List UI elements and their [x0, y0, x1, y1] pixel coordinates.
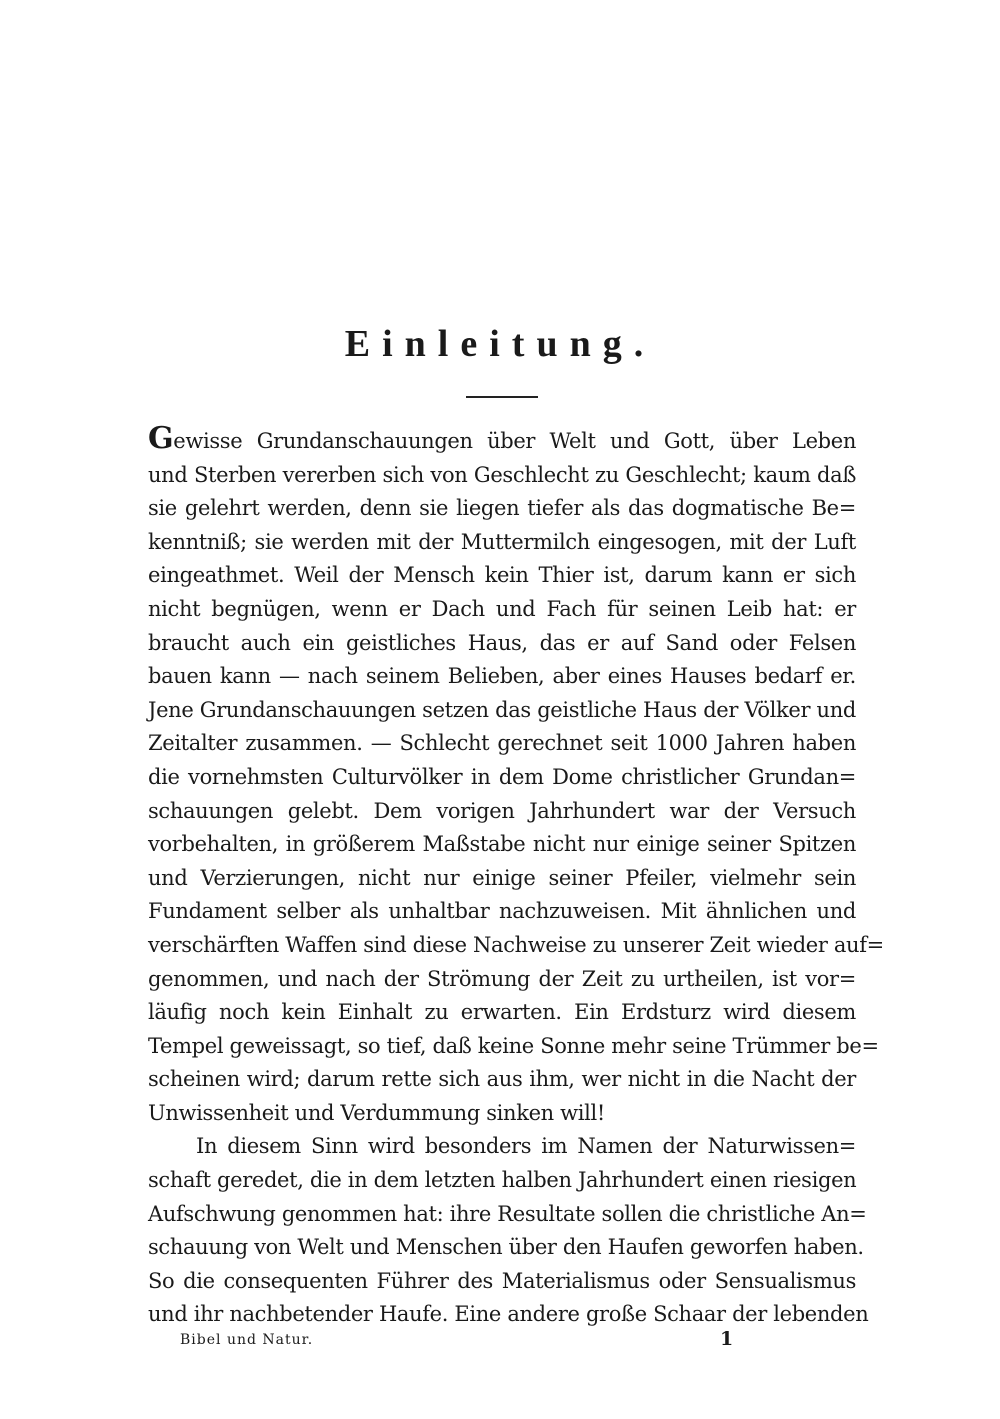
text-line: bauen kann — nach seinem Belieben, aber eines Hauses bedarf er.	[148, 664, 856, 689]
text-line: Jene Grundanschauungen setzen das geistliche Haus der Völker und	[148, 697, 856, 722]
text-line: schauungen gelebt. Dem vorigen Jahrhundert war der Versuch	[148, 798, 856, 823]
text-line: sie gelehrt werden, denn sie liegen tiefer als das dogmatische Be=	[148, 496, 856, 521]
chapter-title: Einleitung.	[344, 323, 656, 365]
body-text	[148, 421, 884, 1332]
text-line: vorbehalten, in größerem Maßstabe nicht nur einige seiner Spitzen	[148, 832, 856, 857]
text-line: Fundament selber als unhaltbar nachzuweisen. Mit ähnlichen und	[148, 899, 856, 924]
text-line: kenntniß; sie werden mit der Muttermilch eingesogen, mit der Luft	[148, 529, 856, 554]
text-line: braucht auch ein geistliches Haus, das er auf Sand oder Felsen	[148, 630, 856, 655]
drop-cap: G	[148, 421, 174, 456]
text-line: Unwissenheit und Verdummung sinken will!	[148, 1100, 605, 1125]
text-line: Tempel geweissagt, so tief, daß keine Sonne mehr seine Trümmer be=	[148, 1033, 879, 1058]
text-line: genommen, und nach der Strömung der Zeit zu urtheilen, ist vor=	[148, 966, 856, 991]
text-line: schauung von Welt und Menschen über den Haufen geworfen haben.	[148, 1235, 864, 1260]
text-line: In diesem Sinn wird besonders im Namen der Naturwissen=	[196, 1134, 856, 1159]
text-line: und ihr nachbetender Haufe. Eine andere große Schaar der lebenden	[148, 1302, 869, 1327]
text-line: und Verzierungen, nicht nur einige seiner Pfeiler, vielmehr sein	[148, 865, 856, 890]
text-line: Zeitalter zusammen. — Schlecht gerechnet seit 1000 Jahren haben	[148, 731, 856, 756]
text-line: Aufschwung genommen hat: ihre Resultate sollen die christliche An=	[148, 1201, 867, 1226]
text-line: läufig noch kein Einhalt zu erwarten. Ein Erdsturz wird diesem	[148, 1000, 856, 1025]
text-line: und Sterben vererben sich von Geschlecht zu Geschlecht; kaum daß	[148, 462, 856, 487]
text-line: scheinen wird; darum rette sich aus ihm, wer nicht in die Nacht der	[148, 1067, 856, 1092]
text-line: schaft geredet, die in dem letzten halben Jahrhundert einen riesigen	[148, 1168, 857, 1193]
text-line: verschärften Waffen sind diese Nachweise zu unserer Zeit wieder auf=	[148, 932, 884, 957]
title-rule	[466, 396, 538, 398]
page-number: 1	[720, 1328, 734, 1350]
text-line: nicht begnügen, wenn er Dach und Fach für seinen Leib hat: er	[148, 596, 856, 621]
text-line: So die consequenten Führer des Materialismus oder Sensualismus	[148, 1268, 856, 1293]
text-line: die vornehmsten Culturvölker in dem Dome christlicher Grundan=	[148, 764, 856, 789]
signature-mark: Bibel und Natur.	[180, 1332, 314, 1348]
text-line: eingeathmet. Weil der Mensch kein Thier ist, darum kann er sich	[148, 563, 856, 588]
text-line: Gewisse Grundanschauungen über Welt und Gott, über Leben	[148, 421, 856, 456]
